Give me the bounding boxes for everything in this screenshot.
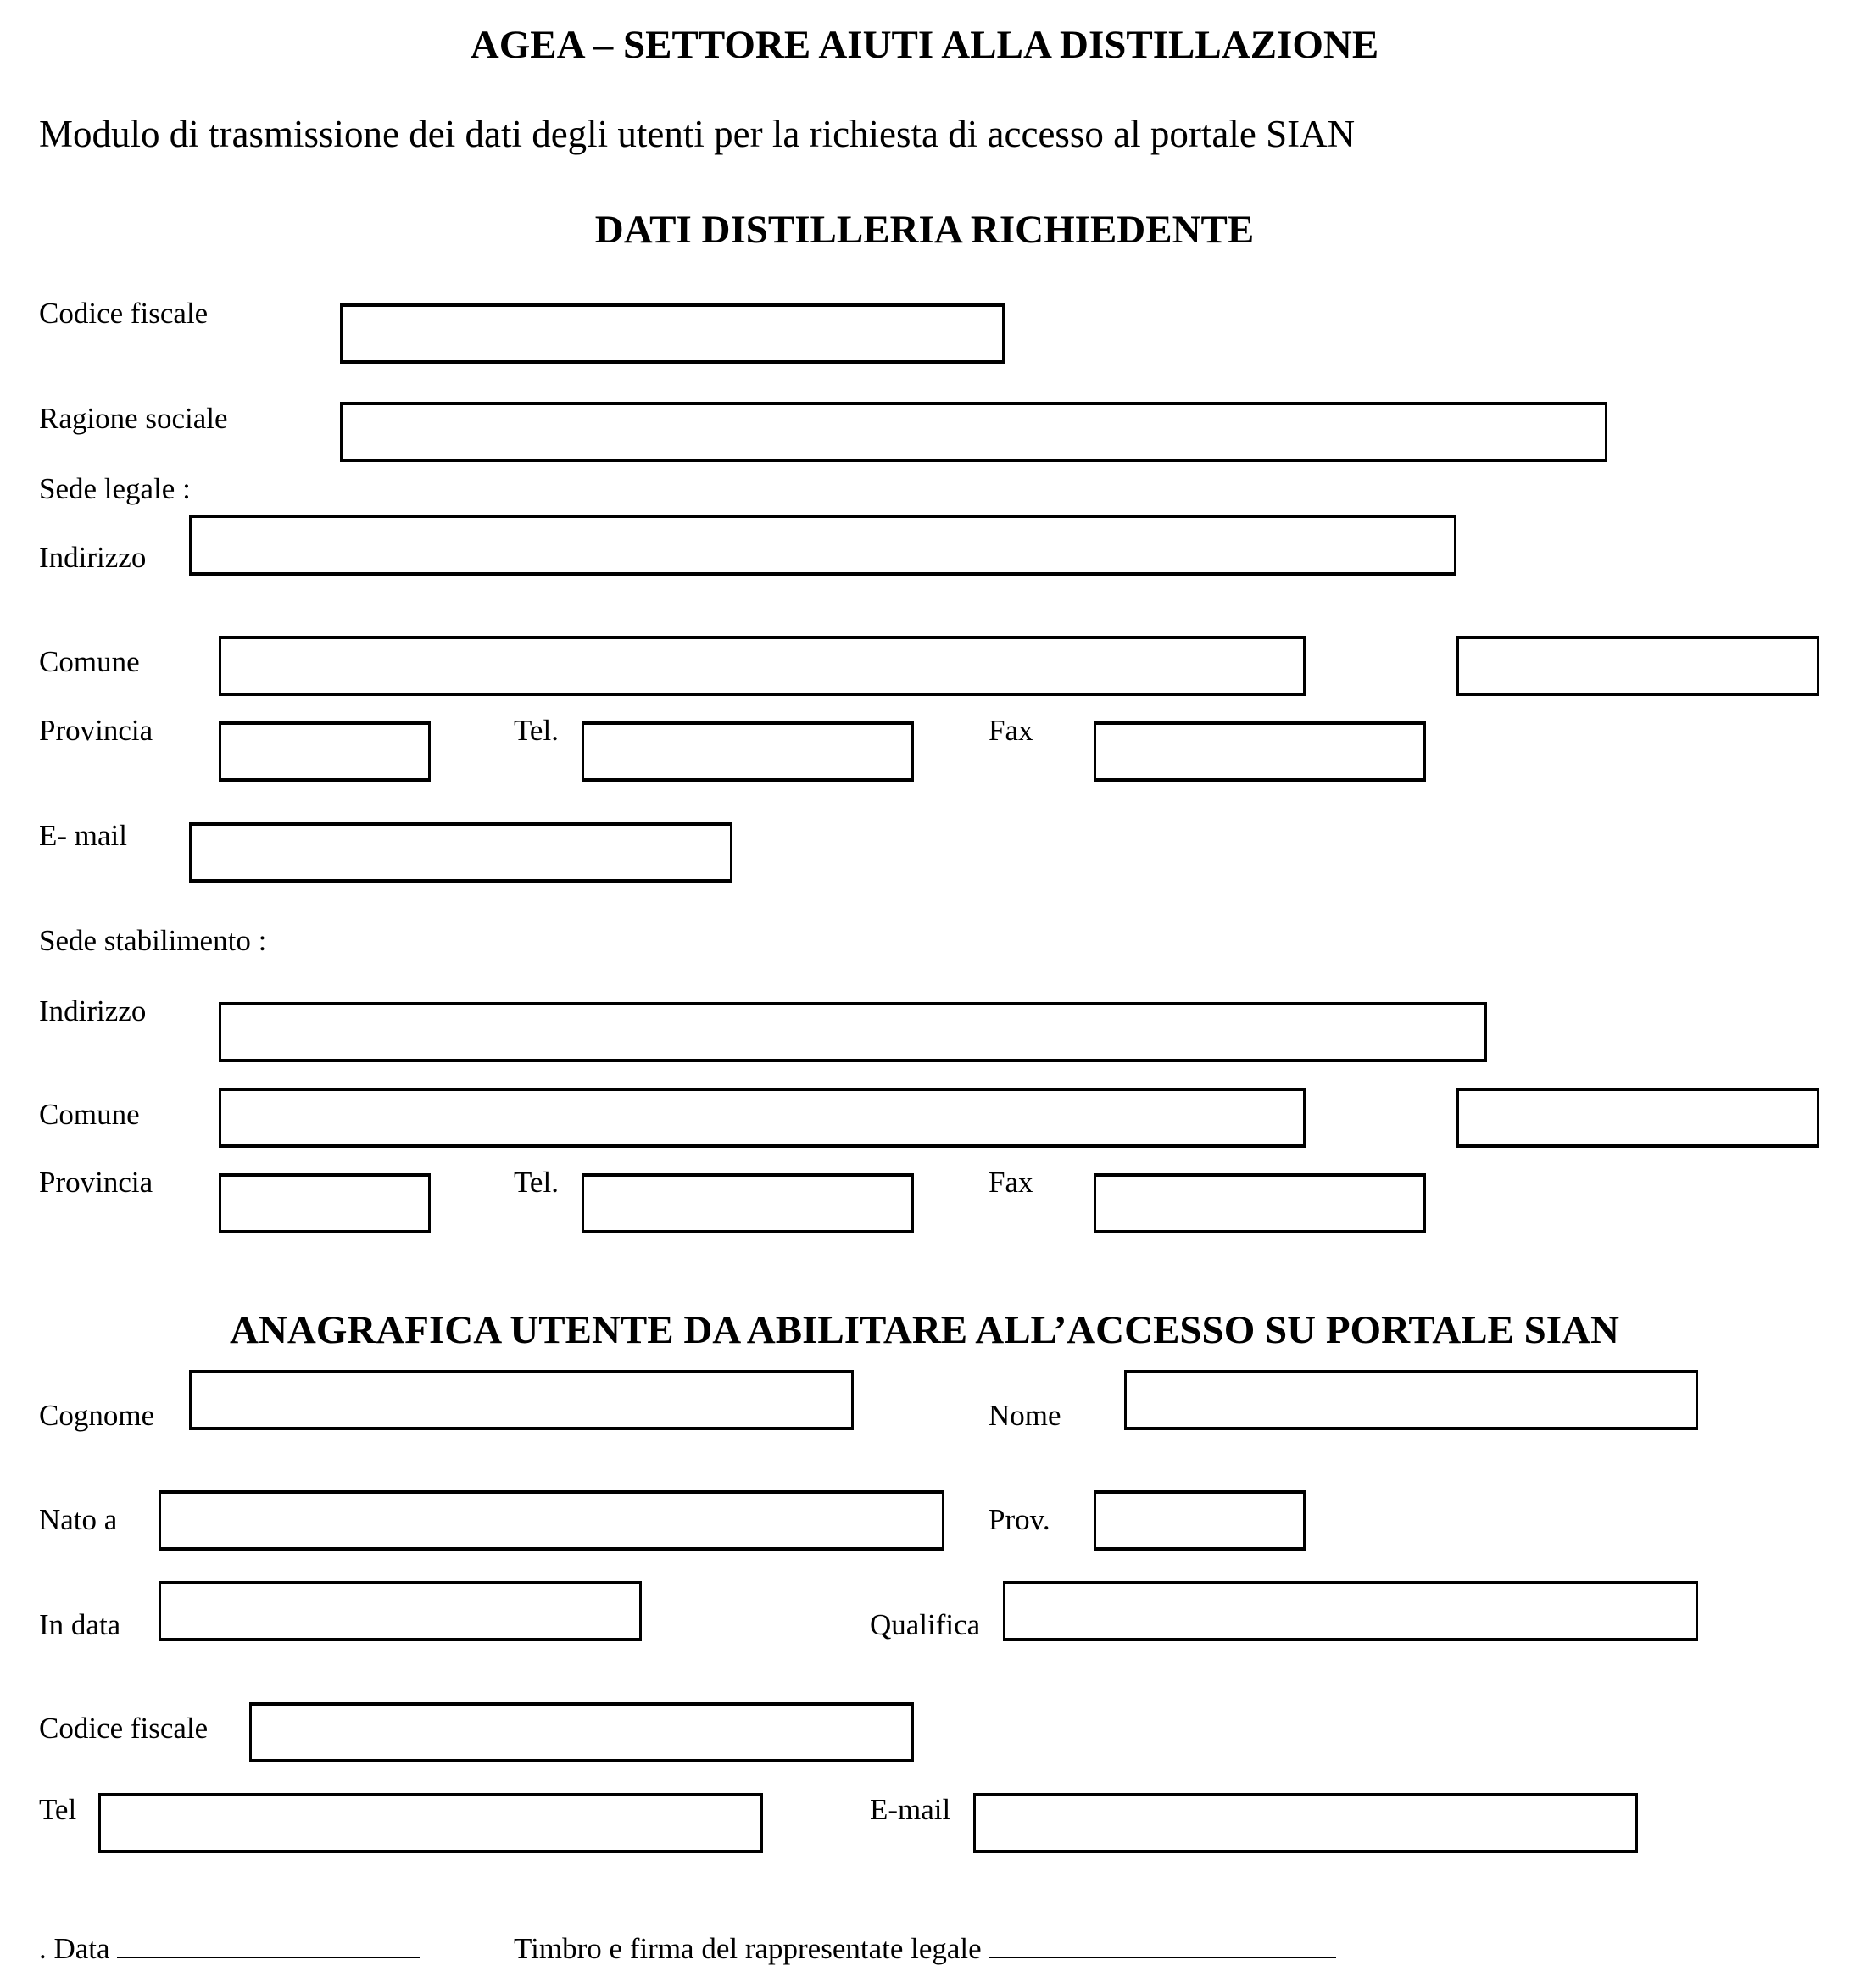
ragione-sociale-label: Ragione sociale	[39, 402, 228, 435]
sede-stabilimento-fax-label: Fax	[989, 1166, 1033, 1199]
prov-label: Prov.	[989, 1503, 1050, 1536]
sede-legale-provincia-field[interactable]	[219, 721, 431, 782]
sede-legale-indirizzo-label: Indirizzo	[39, 541, 147, 574]
sede-stabilimento-provincia-label: Provincia	[39, 1166, 153, 1199]
sede-legale-email-label: E- mail	[39, 819, 127, 852]
utente-email-field[interactable]	[973, 1793, 1638, 1853]
footer-data	[39, 1931, 420, 1966]
sede-legale-comune-label: Comune	[39, 645, 140, 678]
sede-stabilimento-comune-label: Comune	[39, 1098, 140, 1131]
sede-legale-provincia-label: Provincia	[39, 714, 153, 747]
section-heading-utente: ANAGRAFICA UTENTE DA ABILITARE ALL’ACCESSO SU PORTALE SIAN	[230, 1308, 1619, 1352]
nome-field[interactable]	[1124, 1370, 1698, 1430]
qualifica-label: Qualifica	[870, 1608, 981, 1641]
codice-fiscale-label: Codice fiscale	[39, 297, 209, 330]
firma-label: Timbro e firma del rappresentate legale	[514, 1932, 982, 1965]
cognome-label: Cognome	[39, 1399, 155, 1432]
qualifica-field[interactable]	[1003, 1581, 1698, 1641]
utente-email-label: E-mail	[870, 1793, 951, 1826]
firma-signature-line[interactable]	[989, 1931, 1336, 1958]
sede-stabilimento-indirizzo-field[interactable]	[219, 1002, 1487, 1062]
nato-a-field[interactable]	[159, 1490, 944, 1551]
sede-legale-label: Sede legale :	[39, 472, 191, 505]
sede-legale-comune-field[interactable]	[219, 636, 1306, 696]
sede-stabilimento-provincia-field[interactable]	[219, 1173, 431, 1233]
sede-stabilimento-tel-label: Tel.	[514, 1166, 559, 1199]
section-heading-distilleria: DATI DISTILLERIA RICHIEDENTE	[594, 208, 1255, 252]
sede-legale-tel-field[interactable]	[582, 721, 914, 782]
prov-field[interactable]	[1094, 1490, 1306, 1551]
sede-legale-fax-label: Fax	[989, 714, 1033, 747]
utente-codice-fiscale-field[interactable]	[249, 1702, 914, 1762]
sede-legale-comune-extra-field[interactable]	[1456, 636, 1819, 696]
sede-stabilimento-indirizzo-label: Indirizzo	[39, 994, 147, 1027]
sede-stabilimento-comune-field[interactable]	[219, 1088, 1306, 1148]
sede-stabilimento-fax-field[interactable]	[1094, 1173, 1426, 1233]
sede-stabilimento-label: Sede stabilimento :	[39, 924, 267, 957]
utente-codice-fiscale-label: Codice fiscale	[39, 1712, 209, 1745]
sede-stabilimento-comune-extra-field[interactable]	[1456, 1088, 1819, 1148]
in-data-field[interactable]	[159, 1581, 642, 1641]
cognome-field[interactable]	[189, 1370, 854, 1430]
sede-legale-fax-field[interactable]	[1094, 721, 1426, 782]
footer-firma	[514, 1931, 1336, 1966]
utente-tel-field[interactable]	[98, 1793, 763, 1853]
in-data-label: In data	[39, 1608, 121, 1641]
ragione-sociale-field[interactable]	[340, 402, 1607, 462]
nato-a-label: Nato a	[39, 1503, 118, 1536]
document-subtitle: Modulo di trasmissione dei dati degli utenti per la richiesta di accesso al portale SIAN	[39, 113, 1356, 155]
sede-legale-tel-label: Tel.	[514, 714, 559, 747]
data-signature-line[interactable]	[117, 1931, 420, 1958]
sede-stabilimento-tel-field[interactable]	[582, 1173, 914, 1233]
utente-tel-label: Tel	[39, 1793, 77, 1826]
nome-label: Nome	[989, 1399, 1061, 1432]
data-label: . Data	[39, 1932, 110, 1965]
sede-legale-email-field[interactable]	[189, 822, 732, 883]
document-title: AGEA – SETTORE AIUTI ALLA DISTILLAZIONE	[470, 23, 1379, 67]
codice-fiscale-field[interactable]	[340, 303, 1005, 364]
sede-legale-indirizzo-field[interactable]	[189, 515, 1456, 576]
